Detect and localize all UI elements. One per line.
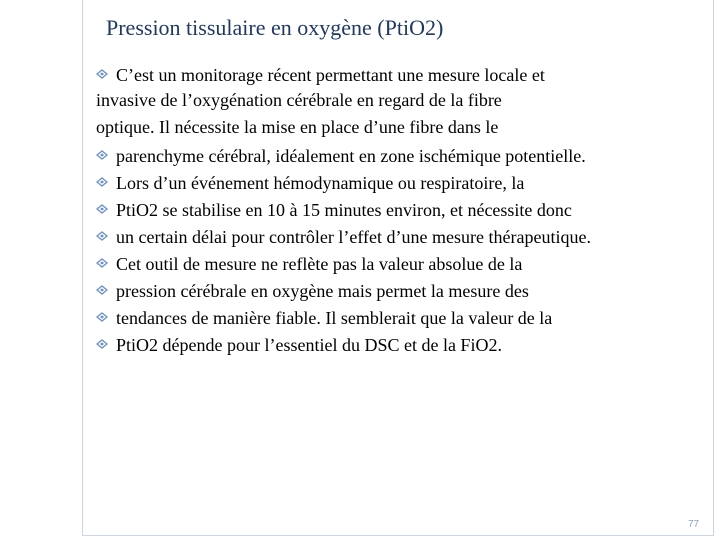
body-line-text: optique. Il nécessite la mise en place d’une fibre dans le <box>96 117 499 137</box>
body-line <box>96 222 708 249</box>
body-line-text: parenchyme cérébral, idéalement en zone ischémique potentielle. <box>116 146 586 166</box>
body-line-text: PtiO2 dépende pour l’essentiel du DSC et de la FiO2. <box>116 335 502 355</box>
diamond-bullet-icon <box>96 330 116 357</box>
diamond-bullet-icon <box>96 222 116 249</box>
body-line <box>96 168 708 195</box>
diamond-bullet-icon <box>96 60 116 87</box>
body-line-text: Cet outil de mesure ne reflète pas la valeur absolue de la <box>116 254 523 274</box>
diamond-bullet-icon <box>96 303 116 330</box>
slide-title: Pression tissulaire en oxygène (PtiO2) <box>106 15 444 40</box>
body-line <box>96 60 708 87</box>
body-line <box>96 114 708 141</box>
body-line <box>96 141 708 168</box>
body-line-text: PtiO2 se stabilise en 10 à 15 minutes environ, et nécessite donc <box>116 200 572 220</box>
diamond-bullet-icon <box>96 168 116 195</box>
body-line <box>96 249 708 276</box>
body-line <box>96 87 708 114</box>
diamond-bullet-icon <box>96 195 116 222</box>
page-number: 77 <box>688 519 700 530</box>
body-line <box>96 276 708 303</box>
body-line <box>96 330 708 357</box>
slide-body <box>96 60 708 357</box>
body-line-text: C’est un monitorage récent permettant une mesure locale et <box>116 65 545 85</box>
body-line <box>96 303 708 330</box>
body-line-text: pression cérébrale en oxygène mais permet la mesure des <box>116 281 529 301</box>
body-line-text: Lors d’un événement hémodynamique ou respiratoire, la <box>116 173 525 193</box>
body-line-text: invasive de l’oxygénation cérébrale en regard de la fibre <box>96 90 502 110</box>
body-line-text: tendances de manière fiable. Il semblerait que la valeur de la <box>116 308 553 328</box>
body-line-text: un certain délai pour contrôler l’effet d’une mesure thérapeutique. <box>116 227 591 247</box>
diamond-bullet-icon <box>96 141 116 168</box>
diamond-bullet-icon <box>96 276 116 303</box>
body-line <box>96 195 708 222</box>
diamond-bullet-icon <box>96 249 116 276</box>
